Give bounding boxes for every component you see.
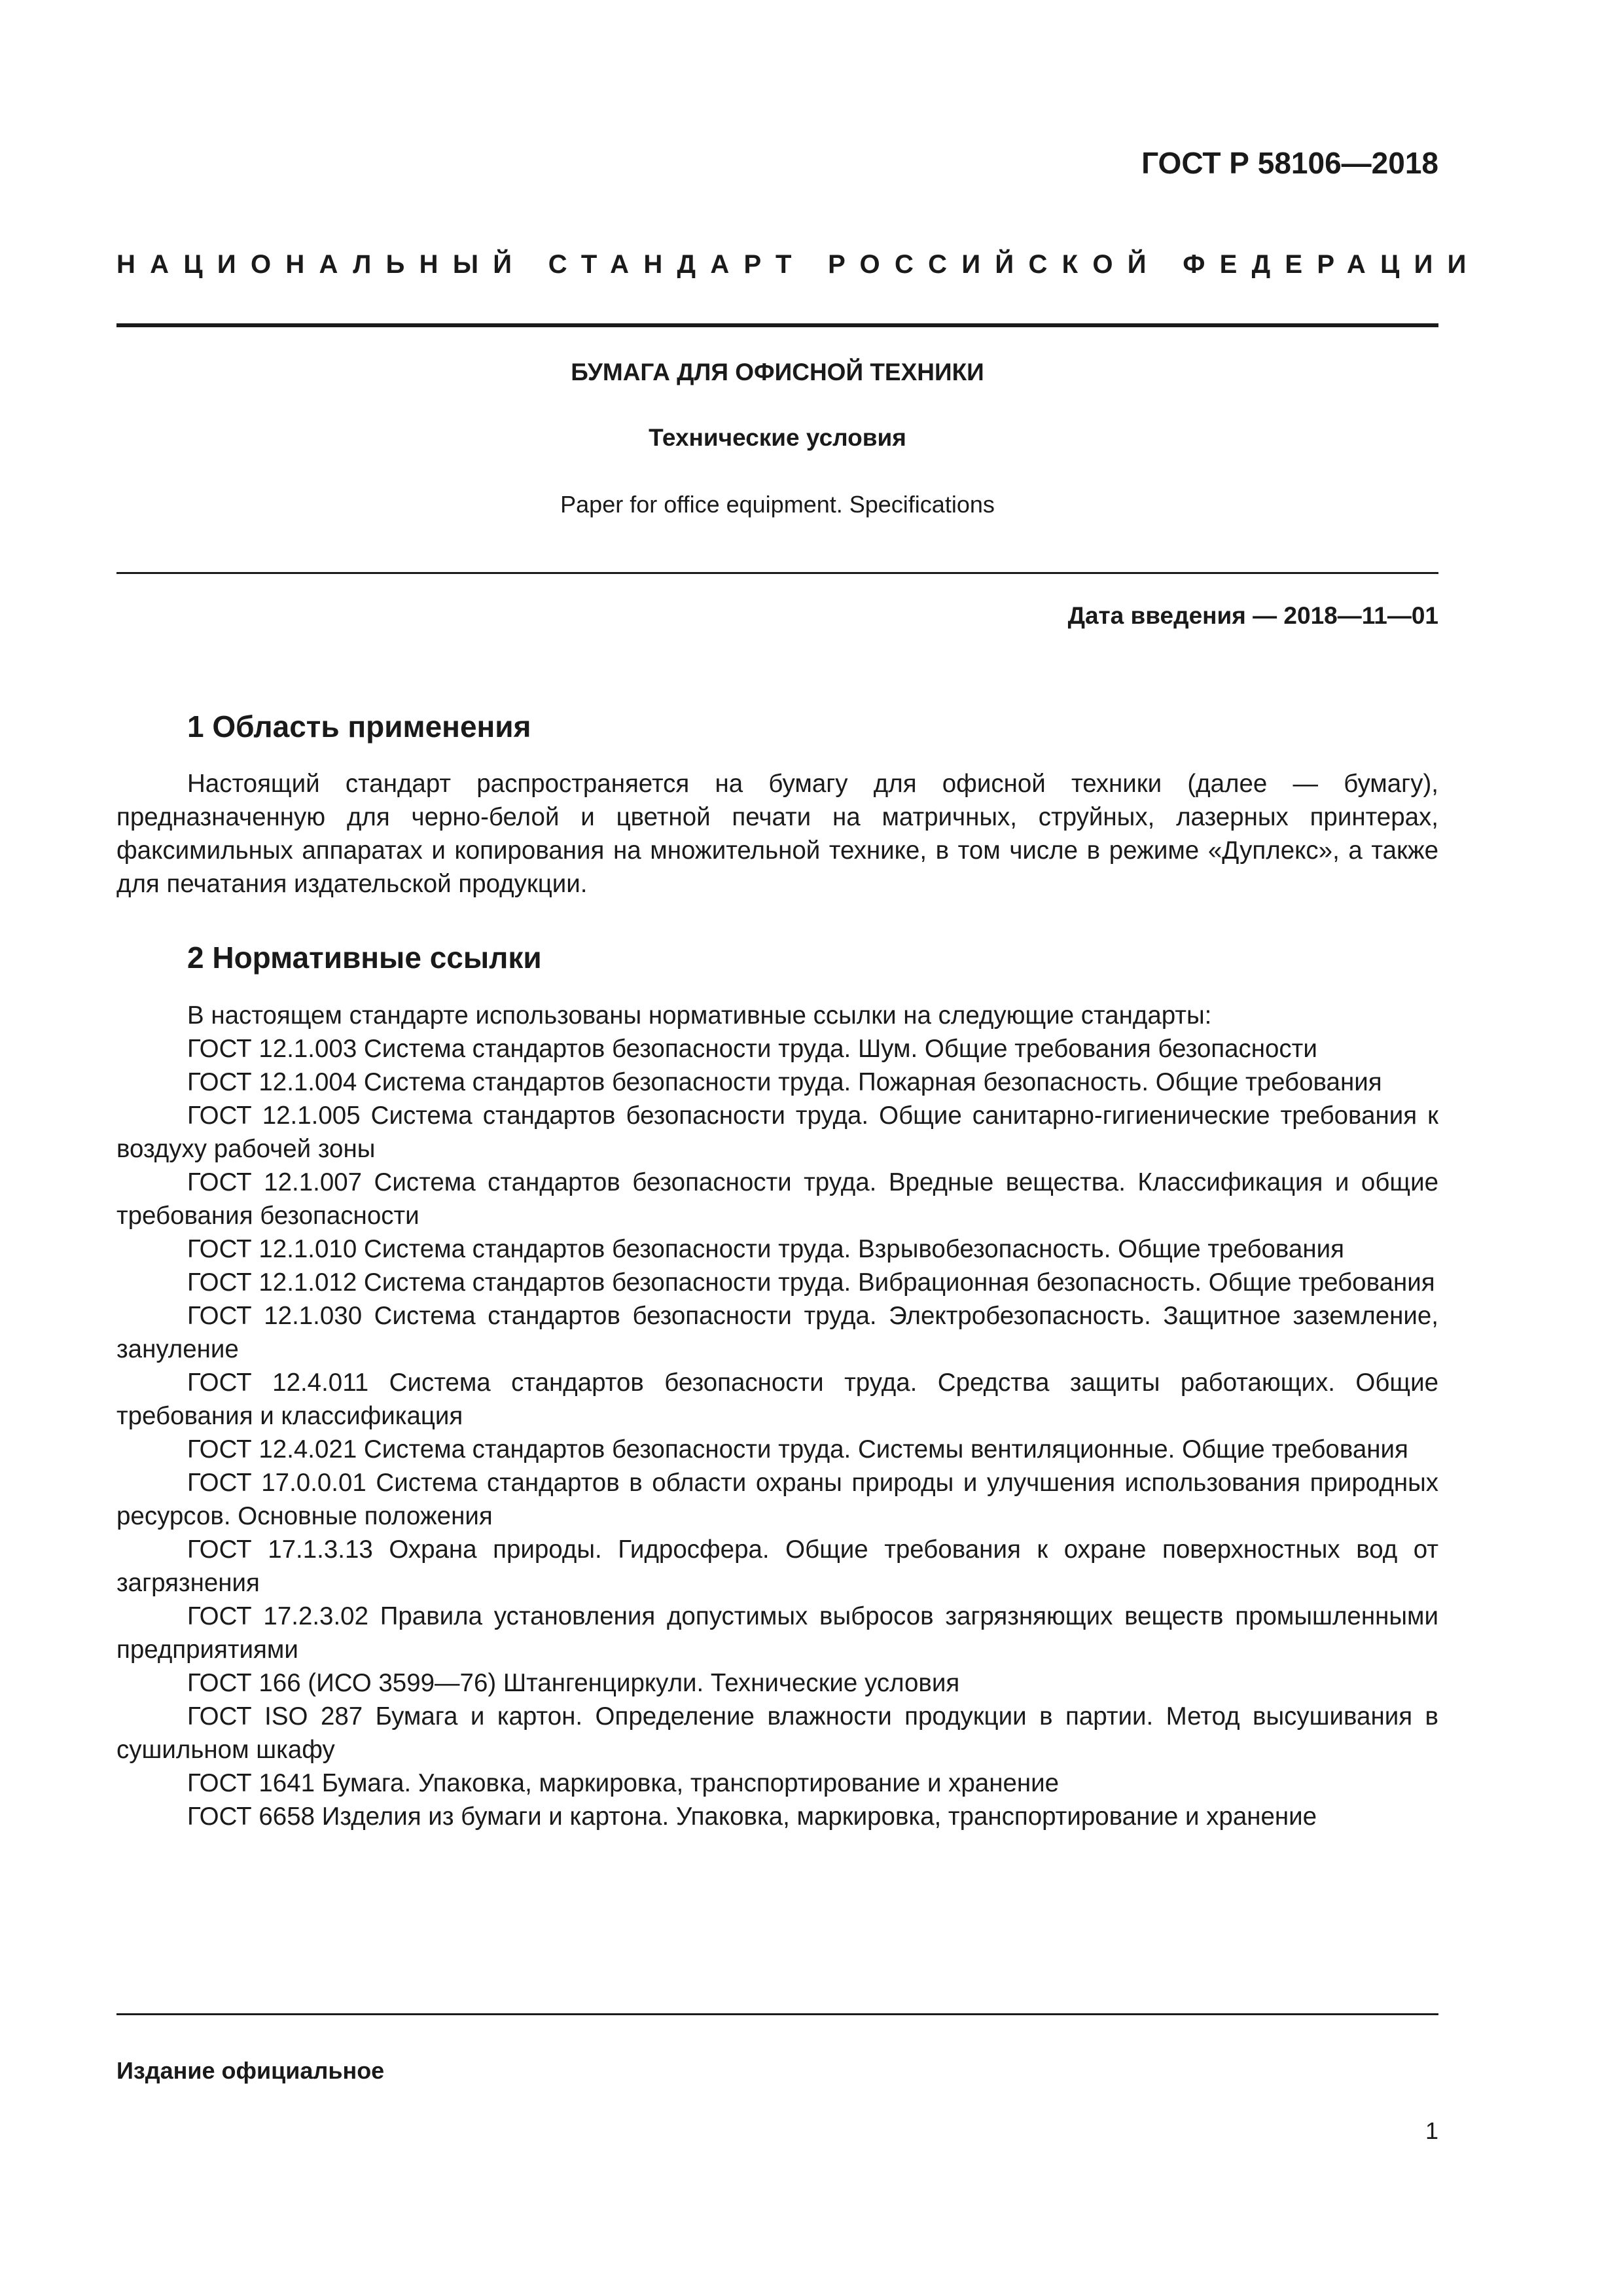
reference-item: ГОСТ 12.1.004 Система стандартов безопасности труда. Пожарная безопасность. Общие требования <box>187 1068 1382 1096</box>
reference-item: ГОСТ 12.4.021 Система стандартов безопасности труда. Системы вентиляционные. Общие требования <box>187 1435 1408 1463</box>
reference-item: ГОСТ 12.1.005 Система стандартов безопасности труда. Общие санитарно-гигиенические требования к воздуху рабочей зоны <box>116 1102 1438 1163</box>
reference-list <box>116 1032 1438 1833</box>
reference-item: ГОСТ 6658 Изделия из бумаги и картона. Упаковка, маркировка, транспортирование и хранение <box>187 1803 1317 1831</box>
document-page <box>116 0 1481 2296</box>
reference-item: ГОСТ 12.1.003 Система стандартов безопасности труда. Шум. Общие требования безопасности <box>187 1035 1317 1063</box>
introduction-date: Дата введения — 2018—11—01 <box>1067 602 1438 629</box>
reference-item: ГОСТ 12.1.012 Система стандартов безопасности труда. Вибрационная безопасность. Общие требования <box>187 1268 1435 1297</box>
section-1-body <box>116 767 1438 901</box>
national-standard-heading: НАЦИОНАЛЬНЫЙ СТАНДАРТ РОССИЙСКОЙ ФЕДЕРАЦИИ <box>116 250 1481 279</box>
reference-item: ГОСТ 17.2.3.02 Правила установления допустимых выбросов загрязняющих веществ промышленными предприятиями <box>116 1602 1438 1664</box>
document-code: ГОСТ Р 58106—2018 <box>1141 146 1438 180</box>
scope-paragraph: Настоящий стандарт распространяется на бумагу для офисной техники (далее — бумагу), предназначенную для черно-белой и цветной печати на матричных, струйных, лазерных принтерах, факсимильных аппаратах и копирования на множительной технике, в том числе в режиме «Дуплекс», а также для печатания издательской продукции. <box>116 770 1438 898</box>
page-number: 1 <box>1425 2117 1438 2144</box>
section-1-heading: 1 Область применения <box>187 709 531 744</box>
reference-item: ГОСТ 12.1.030 Система стандартов безопасности труда. Электробезопасность. Защитное заземление, зануление <box>116 1302 1438 1363</box>
reference-item: ГОСТ 1641 Бумага. Упаковка, маркировка, транспортирование и хранение <box>187 1769 1060 1797</box>
reference-item: ГОСТ 12.4.011 Система стандартов безопасности труда. Средства защиты работающих. Общие требования и классификация <box>116 1369 1438 1430</box>
official-edition-label: Издание официальное <box>116 2057 385 2084</box>
document-subtitle: Технические условия <box>649 424 906 451</box>
reference-item: ГОСТ 12.1.007 Система стандартов безопасности труда. Вредные вещества. Классификация и общие требования безопасности <box>116 1168 1438 1230</box>
english-title: Paper for office equipment. Specifications <box>560 491 995 518</box>
section-2-body <box>116 999 1438 1833</box>
header-divider <box>116 323 1438 327</box>
reference-item: ГОСТ 17.0.0.01 Система стандартов в области охраны природы и улучшения использования природных ресурсов. Основные положения <box>116 1469 1438 1530</box>
footer-divider <box>116 2013 1438 2015</box>
document-title: БУМАГА ДЛЯ ОФИСНОЙ ТЕХНИКИ <box>571 359 984 386</box>
reference-item: ГОСТ 17.1.3.13 Охрана природы. Гидросфера. Общие требования к охране поверхностных вод от загрязнения <box>116 1535 1438 1597</box>
references-intro: В настоящем стандарте использованы нормативные ссылки на следующие стандарты: <box>187 1001 1212 1030</box>
section-2-heading: 2 Нормативные ссылки <box>187 941 542 975</box>
title-divider <box>116 572 1438 574</box>
reference-item: ГОСТ 12.1.010 Система стандартов безопасности труда. Взрывобезопасность. Общие требования <box>187 1235 1344 1263</box>
reference-item: ГОСТ 166 (ИСО 3599—76) Штангенциркули. Технические условия <box>187 1669 960 1697</box>
reference-item: ГОСТ ISO 287 Бумага и картон. Определение влажности продукции в партии. Метод высушивания в сушильном шкафу <box>116 1702 1438 1764</box>
